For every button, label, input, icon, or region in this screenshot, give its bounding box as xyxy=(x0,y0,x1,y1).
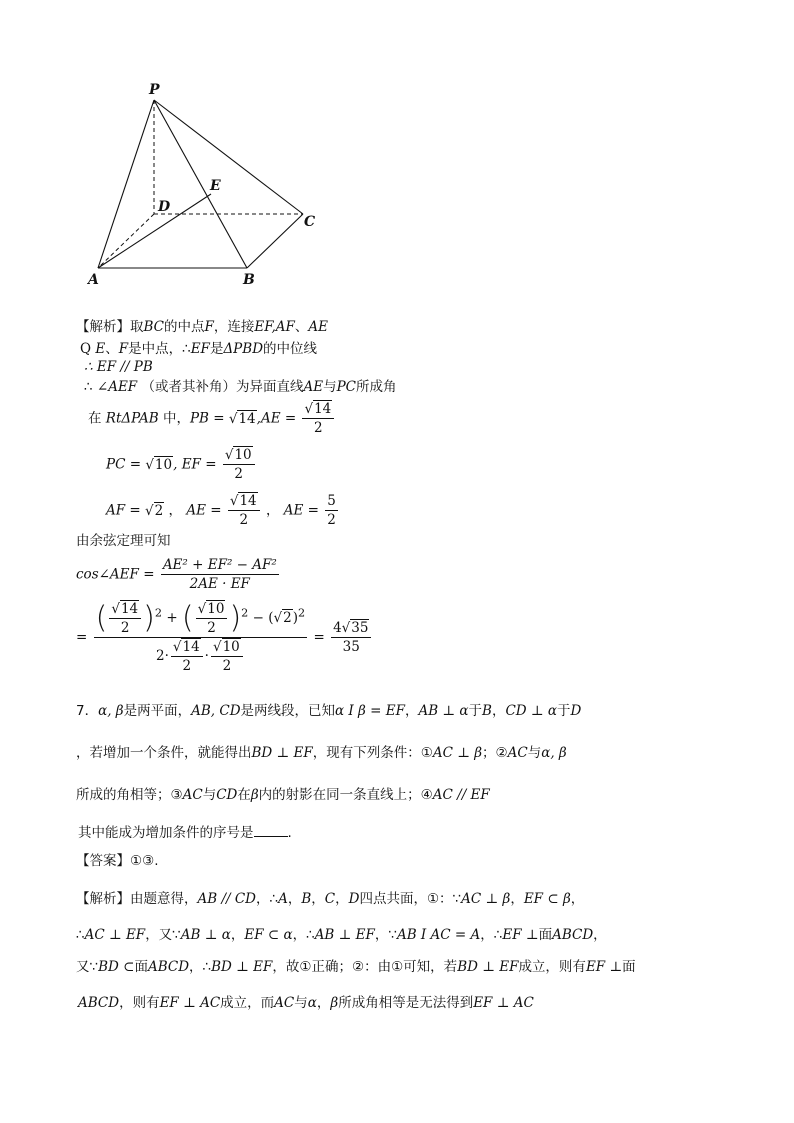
analysis1-line2 xyxy=(80,340,317,358)
math: PC xyxy=(336,379,357,395)
denominator: 2 xyxy=(109,618,141,637)
math: F xyxy=(118,341,129,357)
text: 取 xyxy=(130,319,144,335)
math: EF ⊥ AC xyxy=(159,995,221,1011)
text: 四点共面，①：∵ xyxy=(359,891,462,907)
text: ， xyxy=(265,502,280,519)
label-C: C xyxy=(304,214,316,230)
fraction: $\frac{√14}{2}$ xyxy=(302,400,334,437)
fraction xyxy=(161,556,279,593)
math: cos∠AEF = xyxy=(76,566,155,583)
label-P: P xyxy=(149,82,160,98)
text: ， xyxy=(570,891,585,907)
text: 与 xyxy=(527,745,542,761)
math: AE = xyxy=(283,502,319,519)
text: ，∵ xyxy=(374,927,397,943)
text: ，若增加一个条件，就能得出 xyxy=(76,745,252,761)
text: 其中能成为增加条件的序号是 xyxy=(78,825,254,841)
math: = xyxy=(76,629,88,646)
math: 4 xyxy=(333,620,342,636)
text: 与 xyxy=(202,787,217,803)
math: EF ⊥ xyxy=(585,959,623,975)
text: ， xyxy=(287,891,302,907)
label-B: B xyxy=(243,272,255,288)
text: 是两线段，已知 xyxy=(240,703,336,719)
math: α I β = EF xyxy=(335,703,405,719)
denominator: 2 xyxy=(302,418,334,437)
math: BD ⊥ EF xyxy=(211,959,273,975)
math: B xyxy=(482,703,492,719)
exponent: 2 xyxy=(297,606,306,620)
math: PB = xyxy=(189,410,225,427)
question7-line1 xyxy=(76,702,581,720)
math: − xyxy=(252,610,264,626)
text: ，又∵ xyxy=(145,927,181,943)
text: ， xyxy=(510,891,524,907)
text: Q xyxy=(80,341,92,357)
text: ，则有 xyxy=(119,995,160,1011)
text: 于 xyxy=(557,703,571,719)
sqrt: √14 xyxy=(228,410,256,427)
math: β xyxy=(250,787,259,803)
radicand: 10 xyxy=(207,601,225,617)
math: AC // EF xyxy=(432,787,490,803)
math: ABCD xyxy=(78,995,120,1011)
text: ，连接 xyxy=(213,319,255,335)
text: ，∴ xyxy=(189,959,212,975)
analysis2-line3 xyxy=(76,958,636,976)
analysis1-line5 xyxy=(88,400,336,437)
sqrt: √10 xyxy=(145,456,173,473)
fraction: $\frac{√10}{2}$ xyxy=(223,446,255,483)
math: β xyxy=(330,995,339,1011)
math: CD ⊥ α xyxy=(505,703,558,719)
text: 面 xyxy=(538,927,553,943)
analysis1-line4 xyxy=(84,378,397,396)
edge-DA xyxy=(98,214,154,268)
denominator: 2 xyxy=(171,656,203,675)
edge-PC xyxy=(154,100,303,214)
math: AC xyxy=(182,787,203,803)
edge-BC xyxy=(247,214,303,268)
text: 与 xyxy=(323,379,337,395)
text: ， xyxy=(404,703,419,719)
text: 与 xyxy=(294,995,308,1011)
radicand: 2 xyxy=(283,610,292,626)
math: EF ⊂ α xyxy=(244,927,293,943)
text: 的中位线 xyxy=(263,341,318,357)
text: 的中点 xyxy=(164,319,205,335)
text: 、 xyxy=(294,319,309,335)
math: BD ⊥ EF xyxy=(457,959,519,975)
text: ；② xyxy=(482,745,508,761)
radicand: 14 xyxy=(182,639,200,655)
analysis2-line2 xyxy=(76,926,607,944)
math: · xyxy=(204,648,209,664)
math: α, β xyxy=(541,745,567,761)
text: 成立，而 xyxy=(220,995,275,1011)
radicand: 2 xyxy=(154,502,164,519)
math: BD ⊂ xyxy=(98,959,135,975)
math: BD ⊥ EF xyxy=(251,745,313,761)
math: F xyxy=(204,319,214,335)
exponent: 2 xyxy=(154,606,163,620)
text: ， xyxy=(593,927,607,943)
question-number: 7． xyxy=(76,703,99,719)
math: EF ⊥ AC xyxy=(473,995,534,1011)
text: ， xyxy=(230,927,245,943)
denominator: 2 xyxy=(228,510,260,529)
text: 面 xyxy=(134,959,148,975)
text: 是中点，∴ xyxy=(128,341,191,357)
analysis1-line9 xyxy=(76,556,281,593)
math: , EF = xyxy=(173,456,217,473)
denominator: 2 xyxy=(196,618,228,637)
text: ∴ xyxy=(84,379,93,395)
text: ， xyxy=(316,995,331,1011)
text: 【解析】由题意得， xyxy=(76,891,198,907)
denominator: 2 xyxy=(327,512,336,528)
sqrt: √2 xyxy=(145,502,164,519)
edge-PB xyxy=(154,100,247,268)
text: ∴ xyxy=(76,927,85,943)
text: ， xyxy=(311,891,325,907)
text: 内的射影在同一条直线上；④ xyxy=(258,787,433,803)
text: ，∴ xyxy=(292,927,315,943)
math: B xyxy=(301,891,312,907)
radicand: 14 xyxy=(239,493,257,509)
radicand: 14 xyxy=(314,401,332,417)
pyramid-figure xyxy=(78,78,328,293)
numerator: AE² + EF² − AF² xyxy=(162,557,277,573)
text: 是 xyxy=(209,341,224,357)
denominator: 2 xyxy=(211,656,243,675)
analysis-tag: 【解析】 xyxy=(76,319,130,335)
analysis2-line1 xyxy=(76,890,584,908)
math: AB // CD xyxy=(197,891,257,907)
denominator: 35 xyxy=(331,637,371,656)
math: ΔPBD xyxy=(223,341,264,357)
label-E: E xyxy=(210,178,221,194)
text: 中， xyxy=(162,410,190,427)
math: α, β xyxy=(98,703,124,719)
result-fraction: $\frac{4√35}{35}$ xyxy=(331,619,371,656)
fraction xyxy=(325,492,338,529)
text: . xyxy=(287,825,292,841)
math: AB, CD xyxy=(191,703,241,719)
text: 是两平面， xyxy=(123,703,192,719)
math: AC xyxy=(507,745,528,761)
math: AC ⊥ EF xyxy=(84,927,146,943)
math: 2· xyxy=(155,648,169,664)
math: D xyxy=(348,891,360,907)
denominator: 2AE · EF xyxy=(161,574,279,593)
numerator: 5 xyxy=(327,493,336,509)
label-D: D xyxy=(158,199,171,215)
analysis1-line3: ∴ EF // PB xyxy=(84,359,153,375)
text: ，现有下列条件：① xyxy=(312,745,433,761)
math: E xyxy=(95,341,106,357)
math: EF ⊥ xyxy=(502,927,539,943)
math: AE xyxy=(308,319,329,335)
fraction: $\frac{√14}{2}$ xyxy=(228,492,260,529)
answer-line xyxy=(76,852,159,870)
text: 又∵ xyxy=(76,959,99,975)
text: 成立，则有 xyxy=(518,959,586,975)
analysis1-line10 xyxy=(76,600,373,675)
radicand: 14 xyxy=(120,601,139,617)
math: AB ⊥ α xyxy=(418,703,469,719)
text: 所成的角相等；③ xyxy=(76,787,183,803)
question7-line2 xyxy=(76,744,567,762)
math: CD xyxy=(216,787,238,803)
math: EF ⊂ β xyxy=(523,891,571,907)
answer-tag: 【答案】 xyxy=(76,853,130,869)
math: D xyxy=(570,703,582,719)
math: AC ⊥ β xyxy=(461,891,511,907)
text: ，故①正确；②：由①可知，若 xyxy=(272,959,458,975)
math: A xyxy=(278,891,288,907)
math: ∠AEF xyxy=(96,379,138,395)
text: 于 xyxy=(468,703,483,719)
text: ， xyxy=(335,891,349,907)
label-A: A xyxy=(88,272,99,288)
radicand: 10 xyxy=(154,456,173,473)
text: 所成角 xyxy=(356,379,397,395)
text: 在 xyxy=(237,787,251,803)
question7-line4 xyxy=(78,824,292,842)
math: = xyxy=(313,629,325,646)
math: AC ⊥ β xyxy=(432,745,483,761)
radicand: 14 xyxy=(238,410,256,427)
radicand: 10 xyxy=(234,447,252,463)
exponent: 2 xyxy=(241,606,249,620)
math: ABCD xyxy=(147,959,190,975)
text: 在 xyxy=(88,410,102,427)
answer-blank[interactable] xyxy=(254,824,288,837)
text: （或者其补角）为异面直线 xyxy=(141,379,304,395)
math: AF = xyxy=(106,502,141,519)
math: EF xyxy=(190,341,210,357)
math: BC xyxy=(143,319,165,335)
math: + xyxy=(166,610,178,626)
math: AB I AC = A xyxy=(396,927,481,943)
text: ， xyxy=(491,703,506,719)
math: AB ⊥ α xyxy=(180,927,231,943)
denominator: 2 xyxy=(223,464,255,483)
math: AE xyxy=(303,379,324,395)
radicand: 35 xyxy=(351,620,369,636)
analysis1-line6 xyxy=(106,446,257,483)
text: 面 xyxy=(622,959,636,975)
text: ，∴ xyxy=(256,891,279,907)
big-fraction: ( $\frac{√14}{2}$ )$^2$ + ( $\frac{√10}{2}$ )$^2 - (√2)^2$ 2· $\frac{√14}{2}$ · $\frac{√10}{2}$ xyxy=(95,600,306,674)
text: ， xyxy=(168,502,183,519)
math: ,AE = xyxy=(256,410,297,427)
question7-line3 xyxy=(76,786,490,804)
math: α xyxy=(307,995,317,1011)
analysis2-line4 xyxy=(78,994,534,1012)
analysis1-line8: 由余弦定理可知 xyxy=(76,533,171,549)
math: PC = xyxy=(106,456,142,473)
answer-text: ①③. xyxy=(130,853,159,869)
text: 、 xyxy=(105,341,119,357)
math: AC xyxy=(274,995,295,1011)
math: C xyxy=(324,891,336,907)
math: AB ⊥ EF xyxy=(314,927,375,943)
text: ，∴ xyxy=(480,927,503,943)
analysis1-line1 xyxy=(76,318,328,336)
math: RtΔPAB xyxy=(105,410,159,427)
analysis1-line7 xyxy=(106,492,340,529)
math: ABCD xyxy=(552,927,594,943)
math: EF,AF xyxy=(254,319,295,335)
math: AE = xyxy=(186,502,222,519)
text: 所成角相等是无法得到 xyxy=(338,995,474,1011)
edge-PA xyxy=(98,100,154,268)
radicand: 10 xyxy=(222,639,240,655)
